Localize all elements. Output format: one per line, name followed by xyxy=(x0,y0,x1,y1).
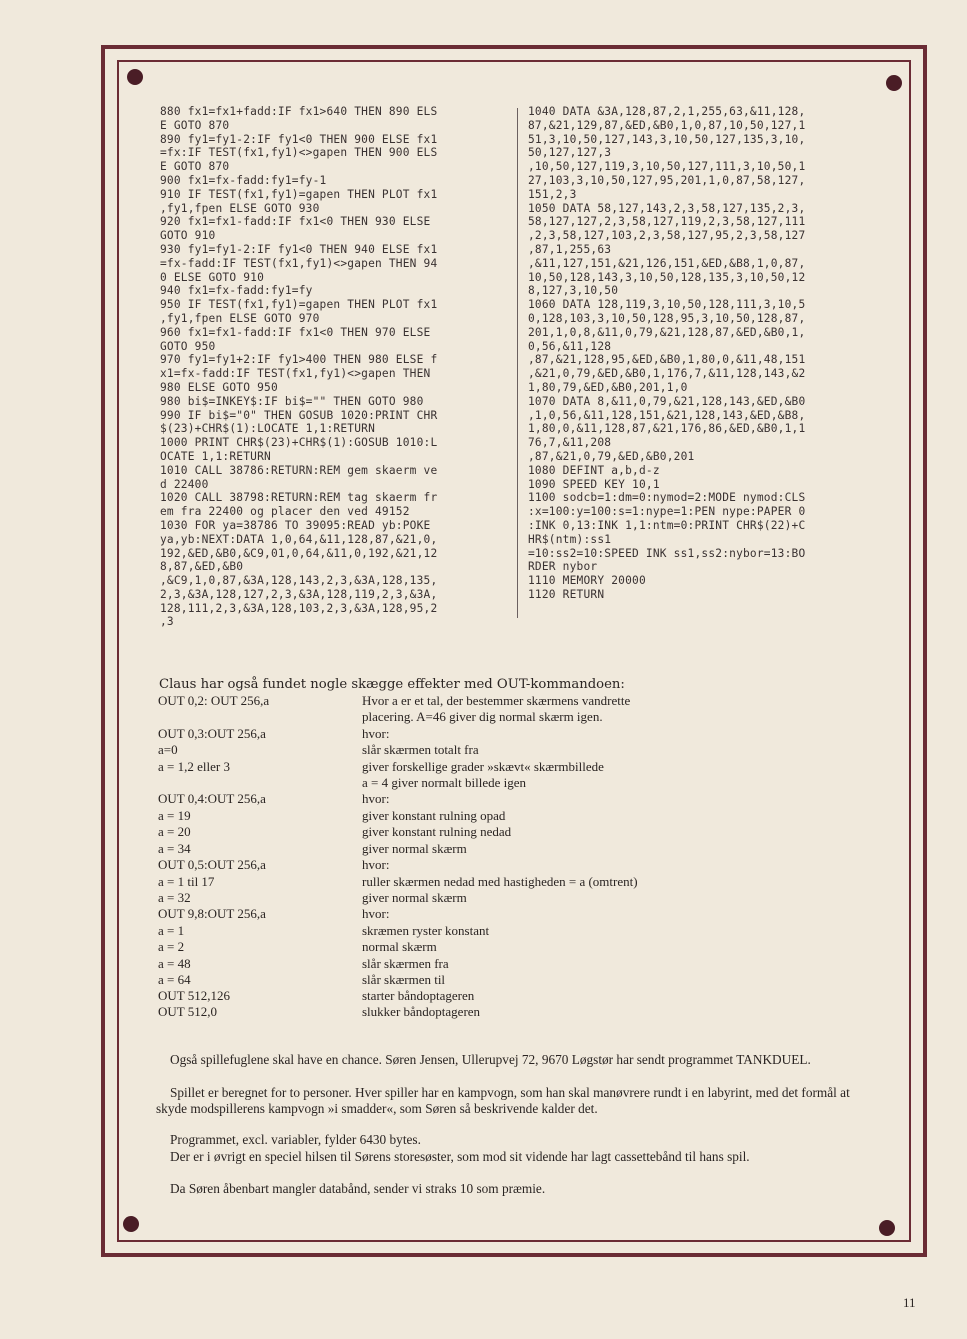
code-right-line: :x=100:y=100:s=1:nype=1:PEN nype:PAPER 0 xyxy=(528,505,806,519)
out-command: a = 64 xyxy=(158,972,191,987)
code-right-line: 1050 DATA 58,127,143,2,3,58,127,135,2,3, xyxy=(528,201,806,215)
out-command: a = 19 xyxy=(158,808,191,823)
out-description: a = 4 giver normalt billede igen xyxy=(362,775,527,790)
out-command: OUT 9,8:OUT 256,a xyxy=(158,906,266,921)
out-command: a = 2 xyxy=(158,939,185,954)
code-left-line: GOTO 950 xyxy=(160,339,216,353)
code-left-line: GOTO 910 xyxy=(160,229,216,243)
article-paragraph-5: Da Søren åbenbart mangler databånd, sender vi straks 10 som præmie. xyxy=(170,1181,546,1196)
corner-dot-bottom-right xyxy=(879,1220,895,1236)
out-description: placering. A=46 giver dig normal skærm igen. xyxy=(362,709,603,724)
code-right-line: ,2,3,58,127,103,2,3,58,127,95,2,3,58,127 xyxy=(528,229,806,243)
code-right-line: 27,103,3,10,50,127,95,201,1,0,87,58,127, xyxy=(528,173,806,187)
out-description: Hvor a er et tal, der bestemmer skærmens vandrette xyxy=(362,693,631,708)
out-command: a = 34 xyxy=(158,841,191,856)
code-right-line: 51,3,10,50,127,143,3,10,50,127,135,3,10, xyxy=(528,132,806,146)
code-right-line: 1100 sodcb=1:dm=0:nymod=2:MODE nymod:CLS xyxy=(528,491,806,505)
code-left-line: 1010 CALL 38786:RETURN:REM gem skaerm ve xyxy=(160,463,438,477)
out-description: giver normal skærm xyxy=(362,841,467,856)
code-right-line: ,1,0,56,&11,128,151,&21,128,143,&ED,&B8, xyxy=(528,408,806,422)
out-description: hvor: xyxy=(362,906,390,921)
code-left-line: 2,3,&3A,128,127,2,3,&3A,128,119,2,3,&3A, xyxy=(160,587,438,601)
out-command: OUT 512,126 xyxy=(158,988,230,1003)
corner-dot-top-left xyxy=(127,69,143,85)
code-right-line: 151,2,3 xyxy=(528,187,577,201)
code-right-line: 76,7,&11,208 xyxy=(528,436,612,450)
code-left-line: 890 fy1=fy1-2:IF fy1<0 THEN 900 ELSE fx1 xyxy=(160,132,438,146)
code-right-line: ,87,&21,128,95,&ED,&B0,1,80,0,&11,48,151 xyxy=(528,353,806,367)
code-right-line: 1070 DATA 8,&11,0,79,&21,128,143,&ED,&B0 xyxy=(528,394,806,408)
code-right-line: 87,&21,129,87,&ED,&B0,1,0,87,10,50,127,1 xyxy=(528,118,806,132)
code-right-line: ,10,50,127,119,3,10,50,127,111,3,10,50,1 xyxy=(528,160,806,174)
out-command: a = 48 xyxy=(158,956,191,971)
code-left-line: 192,&ED,&B0,&C9,01,0,64,&11,0,192,&21,12 xyxy=(160,546,438,560)
code-right-line: 8,127,3,10,50 xyxy=(528,284,619,298)
code-right-line: 0,56,&11,128 xyxy=(528,339,612,353)
code-right-line: ,87,&21,0,79,&ED,&B0,201 xyxy=(528,449,695,463)
code-right-line: 1040 DATA &3A,128,87,2,1,255,63,&11,128, xyxy=(528,105,806,118)
code-left-line: ,fy1,fpen ELSE GOTO 930 xyxy=(160,201,320,215)
code-left-line: d 22400 xyxy=(160,477,209,491)
code-right-line: 1,80,79,&ED,&B0,201,1,0 xyxy=(528,380,688,394)
out-description: slår skærmen fra xyxy=(362,956,449,971)
code-left-line: x1=fx-fadd:IF TEST(fx1,fy1)<>gapen THEN xyxy=(160,367,431,381)
code-left-line: 910 IF TEST(fx1,fy1)=gapen THEN PLOT fx1 xyxy=(160,187,438,201)
code-left-line: $(23)+CHR$(1):LOCATE 1,1:RETURN xyxy=(160,422,375,436)
code-right-line: 1,80,0,&11,128,87,&21,176,86,&ED,&B0,1,1 xyxy=(528,422,806,436)
out-description: ruller skærmen nedad med hastigheden = a (omtrent) xyxy=(362,874,638,889)
code-left-line: 970 fy1=fy1+2:IF fy1>400 THEN 980 ELSE f xyxy=(160,353,438,367)
code-right-line: 1110 MEMORY 20000 xyxy=(528,574,646,588)
code-right-line: 0,128,103,3,10,50,128,95,3,10,50,128,87, xyxy=(528,311,806,325)
out-description: giver forskellige grader »skævt« skærmbillede xyxy=(362,759,604,774)
code-right-line: 201,1,0,8,&11,0,79,&21,128,87,&ED,&B0,1, xyxy=(528,325,806,339)
code-left-line: 960 fx1=fx1-fadd:IF fx1<0 THEN 970 ELSE xyxy=(160,325,431,339)
code-left-line: OCATE 1,1:RETURN xyxy=(160,449,271,463)
code-left-line: 8,87,&ED,&B0 xyxy=(160,560,244,574)
out-command: OUT 0,4:OUT 256,a xyxy=(158,791,266,806)
code-right-line: =10:ss2=10:SPEED INK ss1,ss2:nybor=13:BO xyxy=(528,546,806,560)
out-description: hvor: xyxy=(362,791,390,806)
article-paragraph-4: Der er i øvrigt en speciel hilsen til Sørens storesøster, som mod sit vidende har lagt cassettebånd til hans spil. xyxy=(170,1149,750,1164)
code-right-line: 58,127,127,2,3,58,127,119,2,3,58,127,111 xyxy=(528,215,806,229)
out-command: a = 1 xyxy=(158,923,185,938)
code-left-line: 950 IF TEST(fx1,fy1)=gapen THEN PLOT fx1 xyxy=(160,298,438,312)
column-divider xyxy=(517,108,518,618)
code-left-line: 128,111,2,3,&3A,128,103,2,3,&3A,128,95,2 xyxy=(160,601,438,615)
out-description: slår skærmen totalt fra xyxy=(362,742,479,757)
code-listing-left xyxy=(160,105,437,629)
code-right-line: :INK 0,13:INK 1,1:ntm=0:PRINT CHR$(22)+C xyxy=(528,518,806,532)
code-right-line: 10,50,128,143,3,10,50,128,135,3,10,50,12 xyxy=(528,270,806,284)
code-right-line: ,&21,0,79,&ED,&B0,1,176,7,&11,128,143,&2 xyxy=(528,367,806,381)
out-description: hvor: xyxy=(362,857,390,872)
code-left-line: ,3 xyxy=(160,615,174,629)
code-right-line: 1120 RETURN xyxy=(528,587,605,601)
code-left-line: 900 fx1=fx-fadd:fy1=fy-1 xyxy=(160,173,327,187)
code-left-line: 1030 FOR ya=38786 TO 39095:READ yb:POKE xyxy=(160,518,431,532)
code-right-line: HR$(ntm):ss1 xyxy=(528,532,612,546)
code-right-line: 1080 DEFINT a,b,d-z xyxy=(528,463,660,477)
code-listing-right xyxy=(528,105,805,602)
page-number: 11 xyxy=(903,1295,916,1310)
out-command: a = 20 xyxy=(158,824,191,839)
out-description: slukker båndoptageren xyxy=(362,1004,481,1019)
code-left-line: 980 bi$=INKEY$:IF bi$="" THEN GOTO 980 xyxy=(160,394,424,408)
code-left-line: E GOTO 870 xyxy=(160,160,230,174)
out-command: OUT 0,3:OUT 256,a xyxy=(158,726,266,741)
code-left-line: 1020 CALL 38798:RETURN:REM tag skaerm fr xyxy=(160,491,438,505)
out-command: a=0 xyxy=(158,742,178,757)
out-description: giver konstant rulning opad xyxy=(362,808,506,823)
code-right-line: ,87,1,255,63 xyxy=(528,242,612,256)
out-command: OUT 0,5:OUT 256,a xyxy=(158,857,266,872)
code-right-line: 1090 SPEED KEY 10,1 xyxy=(528,477,660,491)
article-paragraph-1: Også spillefuglene skal have en chance. Søren Jensen, Ullerupvej 72, 9670 Løgstør har sendt programmet TANKDUEL. xyxy=(170,1052,811,1067)
code-right-line: RDER nybor xyxy=(528,560,598,574)
out-command: a = 1,2 eller 3 xyxy=(158,759,230,774)
code-left-line: 0 ELSE GOTO 910 xyxy=(160,270,265,284)
code-left-line: 880 fx1=fx1+fadd:IF fx1>640 THEN 890 ELS xyxy=(160,105,438,118)
code-left-line: 1000 PRINT CHR$(23)+CHR$(1):GOSUB 1010:L xyxy=(160,436,438,450)
code-right-line: 50,127,127,3 xyxy=(528,146,612,160)
corner-dot-top-right xyxy=(886,75,902,91)
article-paragraph-3: Programmet, excl. variabler, fylder 6430 bytes. xyxy=(170,1132,421,1147)
code-left-line: 940 fx1=fx-fadd:fy1=fy xyxy=(160,284,313,298)
code-left-line: ,fy1,fpen ELSE GOTO 970 xyxy=(160,311,320,325)
out-command: OUT 0,2: OUT 256,a xyxy=(158,693,270,708)
out-description: hvor: xyxy=(362,726,390,741)
code-right-line: ,&11,127,151,&21,126,151,&ED,&B8,1,0,87, xyxy=(528,256,806,270)
out-section-title: Claus har også fundet nogle skægge effekter med OUT-kommandoen: xyxy=(159,677,625,692)
code-left-line: ya,yb:NEXT:DATA 1,0,64,&11,128,87,&21,0, xyxy=(160,532,438,546)
code-left-line: =fx-fadd:IF TEST(fx1,fy1)<>gapen THEN 94 xyxy=(160,256,438,270)
code-right-line: 1060 DATA 128,119,3,10,50,128,111,3,10,5 xyxy=(528,298,806,312)
code-left-line: =fx:IF TEST(fx1,fy1)<>gapen THEN 900 ELS xyxy=(160,146,438,160)
out-description: giver normal skærm xyxy=(362,890,467,905)
code-left-line: 920 fx1=fx1-fadd:IF fx1<0 THEN 930 ELSE xyxy=(160,215,431,229)
out-description: starter båndoptageren xyxy=(362,988,475,1003)
out-description: giver konstant rulning nedad xyxy=(362,824,512,839)
out-command: a = 32 xyxy=(158,890,191,905)
code-left-line: 980 ELSE GOTO 950 xyxy=(160,380,278,394)
code-left-line: em fra 22400 og placer den ved 49152 xyxy=(160,505,410,519)
out-command: a = 1 til 17 xyxy=(158,874,215,889)
code-left-line: 930 fy1=fy1-2:IF fy1<0 THEN 940 ELSE fx1 xyxy=(160,242,438,256)
out-command: OUT 512,0 xyxy=(158,1004,217,1019)
out-description: skræmen ryster konstant xyxy=(362,923,490,938)
code-left-line: E GOTO 870 xyxy=(160,118,230,132)
out-description: slår skærmen til xyxy=(362,972,446,987)
article-paragraph-2: Spillet er beregnet for to personer. Hver spiller har en kampvogn, som han skal manøvrere rundt i en labyrint, med det formål at skyde modspillerens kampvogn »i smadder«, som Søren så beskrivende kalder det. xyxy=(156,1085,850,1117)
code-left-line: ,&C9,1,0,87,&3A,128,143,2,3,&3A,128,135, xyxy=(160,574,438,588)
out-description: normal skærm xyxy=(362,939,437,954)
corner-dot-bottom-left xyxy=(123,1216,139,1232)
code-left-line: 990 IF bi$="0" THEN GOSUB 1020:PRINT CHR xyxy=(160,408,438,422)
